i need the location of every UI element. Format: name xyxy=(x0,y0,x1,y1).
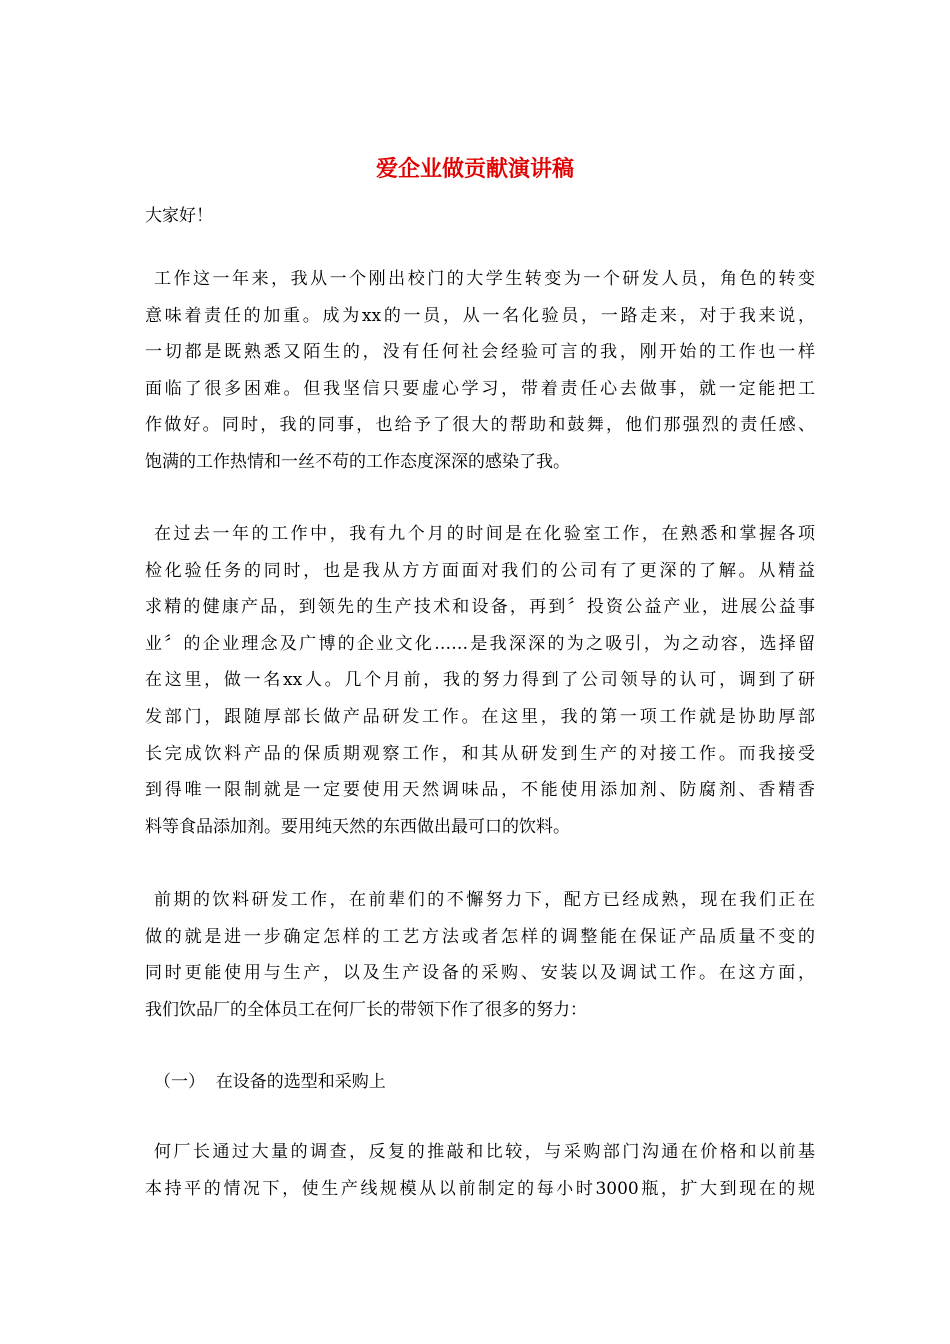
paragraph-3 xyxy=(145,882,815,1028)
paragraph-line: 在这里，做一名xx人。几个月前，我的努力得到了公司领导的认可，调到了研 xyxy=(145,670,815,691)
paragraph-line: 求精的健康产品，到领先的生产技术和设备，再到〞投资公益产业，进展公益事 xyxy=(145,597,815,618)
paragraph-1 xyxy=(145,261,815,481)
paragraph-line: 工作这一年来，我从一个刚出校门的大学生转变为一个研发人员，角色的转变 xyxy=(154,269,815,289)
paragraph-line: 我们饮品厂的全体员工在何厂长的带领下作了很多的努力： xyxy=(145,999,587,1020)
paragraph-line: 本持平的情况下，使生产线规模从以前制定的每小时3000瓶，扩大到现在的规 xyxy=(145,1178,815,1199)
paragraph-line: 发部门，跟随厚部长做产品研发工作。在这里，我的第一项工作就是协助厚部 xyxy=(145,706,815,727)
paragraph-line: 业〞的企业理念及广博的企业文化……是我深深的为之吸引，为之动容，选择留 xyxy=(145,633,815,654)
paragraph-2 xyxy=(145,516,815,845)
document-title: 爱企业做贡献演讲稿 xyxy=(375,156,574,182)
paragraph-line: 在过去一年的工作中，我有九个月的时间是在化验室工作，在熟悉和掌握各项 xyxy=(154,524,815,544)
paragraph-line: 前期的饮料研发工作，在前辈们的不懈努力下，配方已经成熟，现在我们正在 xyxy=(154,890,815,910)
greeting xyxy=(145,198,815,235)
paragraph-line: 一切都是既熟悉又陌生的，没有任何社会经验可言的我，刚开始的工作也一样 xyxy=(145,342,815,363)
paragraph-line: 意味着责任的加重。成为xx的一员，从一名化验员，一路走来，对于我来说， xyxy=(145,305,815,326)
paragraph-line: 同时更能使用与生产，以及生产设备的采购、安装以及调试工作。在这方面， xyxy=(145,963,815,984)
paragraph-line: 长完成饮料产品的保质期观察工作，和其从研发到生产的对接工作。而我接受 xyxy=(145,743,815,764)
paragraph-line: 面临了很多困难。但我坚信只要虚心学习，带着责任心去做事，就一定能把工 xyxy=(145,378,815,399)
paragraph-line: 做的就是进一步确定怎样的工艺方法或者怎样的调整能在保证产品质量不变的 xyxy=(145,926,815,947)
paragraph-line: 何厂长通过大量的调查，反复的推敲和比较，与采购部门沟通在价格和以前基 xyxy=(154,1142,815,1162)
paragraph-line: 作做好。同时，我的同事，也给予了很大的帮助和鼓舞，他们那强烈的责任感、 xyxy=(145,415,815,436)
paragraph-line: 料等食品添加剂。要用纯天然的东西做出最可口的饮料。 xyxy=(145,816,570,837)
paragraph-line: 到得唯一限制就是一定要使用天然调味品，不能使用添加剂、防腐剂、香精香 xyxy=(145,780,815,801)
greeting-text: 大家好！ xyxy=(145,206,213,226)
paragraph-4 xyxy=(145,1134,815,1207)
section-heading-text: （一） 在设备的选型和采购上 xyxy=(154,1072,386,1092)
section-heading xyxy=(145,1064,815,1101)
paragraph-line: 饱满的工作热情和一丝不苟的工作态度深深的感染了我。 xyxy=(145,451,570,472)
paragraph-line: 检化验任务的同时，也是我从方方面面对我们的公司有了更深的了解。从精益 xyxy=(145,560,815,581)
